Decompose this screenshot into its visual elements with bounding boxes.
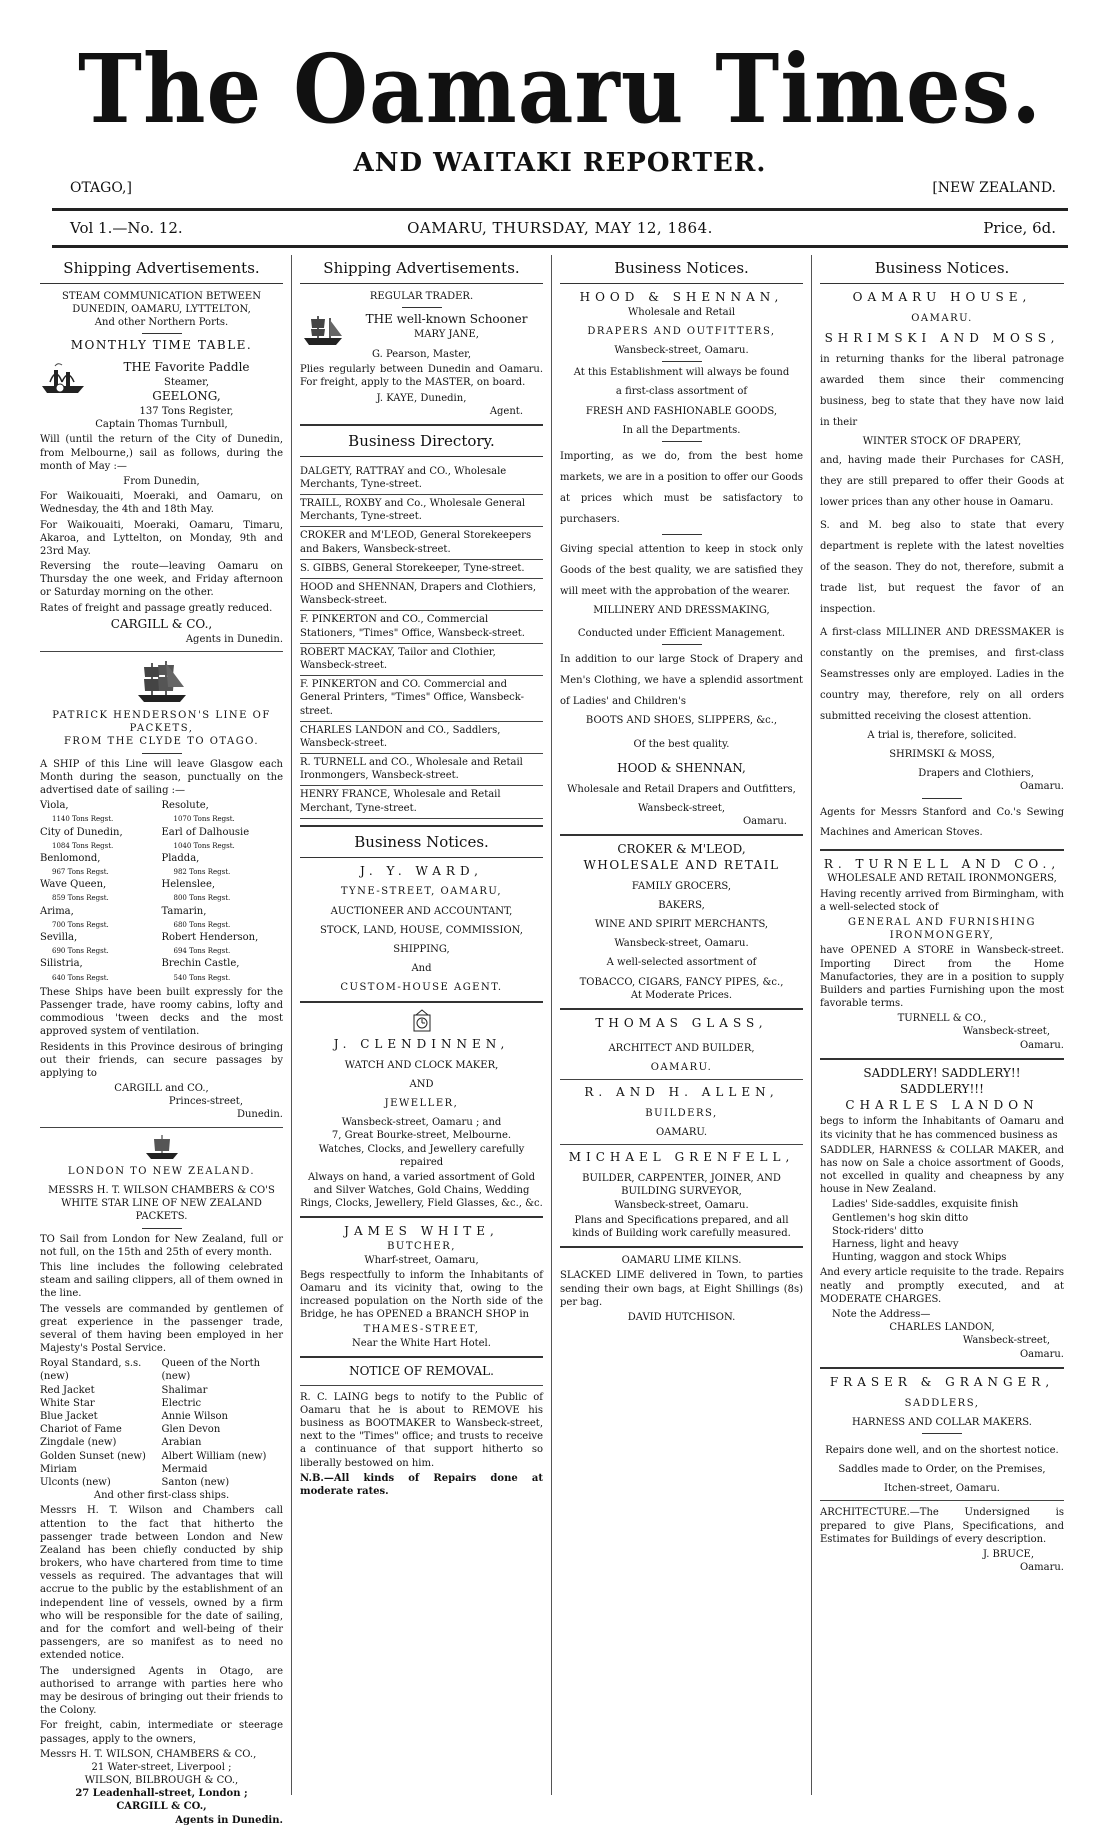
henderson-route: FROM THE CLYDE TO OTAGO. [63,736,260,748]
section-heading: Business Notices. [300,825,543,858]
london-text-5: Messrs H. T. Wilson and Chambers call attention to the fact that hitherto the passenger trade between London and New Zealand has been chiefly conducted by ship brokers, who have chartered from time to time vessels as required. The advantages that will accrue to the public by the establishment of an independent line of vessels, owned by a firm who will be responsible for the date of sailing, and for the comfort and well-being of their passengers, are so manifest as to need no extended notice. [40,1505,283,1662]
geelong-line2: Steamer, [163,377,209,389]
list-item: Viola, 1140 Tons Regst. [40,800,114,824]
allen-name: R. AND H. ALLEN, [584,1085,779,1100]
turnell-line: WHOLESALE AND RETAIL IRONMONGERS, [827,873,1057,885]
schooner-icon [300,312,346,348]
list-item: Royal Standard, s.s. (new) [40,1358,142,1383]
white-text: Begs respectfully to inform the Inhabitants of Oamaru and its vicinity that, owing to the increased population on the North side of the Bridge, he has OPENED a BRANCH SHOP in [300,1269,543,1321]
white-address: Wharf-street, Oamaru, [364,1254,479,1266]
list-item: Golden Sunset (new) [40,1450,146,1462]
clock-illustration [300,1009,543,1037]
hood-name: HOOD & SHENNAN, [579,289,784,304]
white-name: JAMES WHITE, [344,1224,499,1239]
list-item: Earl of Dalhousie 1040 Tons Regst. [161,826,250,850]
landon-line: Wansbeck-street, [962,1335,1050,1347]
landon-name: CHARLES LANDON [845,1097,1039,1112]
removal-heading: NOTICE OF REMOVAL. [349,1363,494,1378]
hood-line: DRAPERS AND OUTFITTERS, [587,325,776,337]
hood-line: Wholesale and Retail [627,306,736,318]
croker-line: A well-selected assortment of [606,957,757,969]
trader-line2: MARY JANE, [414,328,479,340]
schedule-4: Rates of freight and passage greatly reduced. [40,602,273,614]
list-item: Santon (new) [161,1476,230,1488]
ward-line: And [411,963,432,975]
saddlery-heading: SADDLERY! SADDLERY!! [863,1065,1021,1080]
geelong-text: Will (until the return of the City of Dunedin, from Melbourne,) sail as follows, during the month of May :— [40,434,283,472]
list-item: Tamarin, 680 Tons Regst. [161,905,231,929]
london-text-6: The undersigned Agents in Otago, are authorised to arrange with parties here who may be desirous of bringing out their friends to the Colony. [40,1665,283,1717]
list-item: Sevilla, 690 Tons Regst. [40,932,109,956]
landon-line: Note the Address— [832,1308,931,1320]
dateline-rule [52,245,1068,248]
architecture-name: J. BRUCE, [982,1549,1034,1561]
london-owner: Messrs H. T. WILSON, CHAMBERS & CO., [40,1748,257,1760]
landon-line: Oamaru. [1019,1348,1064,1360]
price: Price, 6d. [983,219,1056,237]
grenfell-line: Wansbeck-street, Oamaru. [614,1199,749,1211]
croker-line: At Moderate Prices. [630,989,733,1001]
hood-text: Importing, as we do, from the best home markets, we are in a position to offer our Goods at prices which must be satisfactory to purchasers. [560,450,803,525]
hood-line: Of the best quality. [633,738,730,750]
trader-line1: THE well-known Schooner [365,311,528,326]
trader-title: REGULAR TRADER. [369,290,474,302]
turnell-text: have OPENED A STORE in Wansbeck-street. Importing Direct from the Home Manufactories, they are in a position to supply Builders and parties Furnishing upon the most favorable terms. [820,945,1064,1010]
column-heading: Shipping Advertisements. [300,255,543,284]
location-left: OTAGO,] [70,180,132,196]
hood-line: MILLINERY AND DRESSMAKING, [593,604,770,616]
list-item: Glen Devon [161,1424,221,1436]
ward-line: CUSTOM-HOUSE AGENT. [340,982,503,994]
agent-street: Princes-street, [168,1096,243,1108]
directory-entry: DALGETY, RATTRAY and CO., Wholesale Merchants, Tyne-street. [300,463,543,495]
white-street: THAMES-STREET, [363,1324,480,1336]
allen-line: OAMARU. [655,1127,708,1139]
hood-line: Wansbeck-street, [637,802,726,814]
oamaru-house-line: SHRIMSKI & MOSS, [889,749,995,761]
croker-line: WHOLESALE AND RETAIL [583,857,780,872]
trader-agent: J. KAYE, Dunedin, [376,392,467,404]
geelong-line3: GEELONG, [152,389,221,404]
oamaru-house-text: in returning thanks for the liberal patronage awarded them since their commencing business, beg to state that they have now laid in their [820,353,1064,428]
turnell-line: IRONMONGERY, [889,930,995,942]
hood-line: Conducted under Efficient Management. [577,628,786,640]
london-agent-3-location: Agents in Dunedin. [175,1814,283,1826]
glass-line: ARCHITECT AND BUILDER, [608,1042,755,1054]
list-item: Shalimar [161,1384,208,1396]
removal-nb: N.B.—All kinds of Repairs done at moderate rates. [300,1472,543,1497]
london-owner-address: 21 Water-street, Liverpool ; [91,1761,232,1773]
column-3 [552,255,812,1795]
removal-text: R. C. LAING begs to notify to the Public of Oamaru that he is about to REMOVE his business as BOOTMAKER to Wansbeck-street, next to the "Times" office; and trusts to receive a continuance of that support hitherto so liberally bestowed on him. [300,1391,543,1469]
columns [32,255,1072,1826]
geelong-ad [40,360,283,418]
croker-line: FAMILY GROCERS, [631,880,732,892]
column-1 [32,255,292,1826]
hood-line: In all the Departments. [622,424,741,436]
ward-name: J. Y. WARD, [360,863,483,878]
henderson-text-3: Residents in this Province desirous of bringing out their friends, can secure passages by applying to [40,1041,283,1079]
oamaru-house-line: A trial is, therefore, solicited. [867,729,1017,741]
hood-line: At this Establishment will always be found [573,367,790,379]
directory-entry: TRAILL, ROXBY and Co., Wholesale General Merchants, Tyne-street. [300,495,543,527]
location-right: [NEW ZEALAND. [932,180,1056,196]
turnell-line: Wansbeck-street, [962,1026,1050,1038]
directory-entry: F. PINKERTON and CO., Commercial Stationers, "Times" Office, Wansbeck-street. [300,611,543,643]
clendinnen-line: Watches, Clocks, and Jewellery carefully repaired [318,1143,525,1168]
sailing-ship-illustration [40,657,283,709]
list-item: Albert William (new) [161,1450,267,1462]
henderson-text-2: These Ships have been built expressly for the Passenger trade, have roomy cabins, lofty and commodious 'tween decks and the most approved system of ventilation. [40,986,283,1038]
directory-entry: R. TURNELL and CO., Wholesale and Retail Ironmongers, Wansbeck-street. [300,754,543,786]
clock-icon [411,1009,433,1033]
london-agent-2-address: 27 Leadenhall-street, London ; [75,1788,248,1800]
ward-line: STOCK, LAND, HOUSE, COMMISSION, [320,924,523,936]
list-item: Wave Queen, 859 Tons Regst. [40,879,109,903]
list-item: City of Dunedin, 1084 Tons Regst. [40,826,123,850]
trader-master: G. Pearson, Master, [371,348,471,360]
croker-name: CROKER & M'LEOD, [617,842,746,857]
trader-text: Plies regularly between Dunedin and Oamaru. For freight, apply to the MASTER, on board. [300,364,543,389]
london-subtitle: MESSRS H. T. WILSON CHAMBERS & CO'S WHITE STAR LINE OF NEW ZEALAND PACKETS. [48,1185,275,1223]
clendinnen-line: Wansbeck-street, Oamaru ; and [341,1117,502,1129]
directory-entry: CHARLES LANDON and CO., Saddlers, Wansbeck-street. [300,722,543,754]
architecture-location: Oamaru. [1019,1562,1064,1574]
glass-line: OAMARU. [650,1062,713,1074]
fraser-line: HARNESS AND COLLAR MAKERS. [852,1416,1032,1428]
oamaru-house-text: A first-class MILLINER AND DRESSMAKER is constantly on the premises, and first-class Seamstresses only are employed. Ladies in the country may, therefore, rely on all orders submitted receiving the closest attention. [820,626,1064,722]
agent-name: CARGILL and CO., [114,1083,209,1095]
list-item: Electric [161,1397,202,1409]
ward-line: AUCTIONEER AND ACCOUNTANT, [330,905,513,917]
column-2 [292,255,552,1795]
directory-entry: F. PINKERTON and CO. Commercial and General Printers, "Times" Office, Wansbeck-street. [300,676,543,722]
oamaru-house-line: Drapers and Clothiers, [918,768,1034,780]
landon-item: Gentlemen's hog skin ditto [832,1212,969,1224]
white-trade: BUTCHER, [387,1241,456,1253]
schedule-3: Reversing the route—leaving Oamaru on Thursday the one week, and Friday afternoon or Saturday morning on the other. [40,561,283,599]
trader-ad [300,312,543,348]
oamaru-house-line: WINTER STOCK OF DRAPERY, [862,435,1022,447]
allen-line: BUILDERS, [645,1108,718,1120]
london-text-7: For freight, cabin, intermediate or steerage passages, apply to the owners, [40,1720,283,1745]
henderson-title: PATRICK HENDERSON'S LINE OF PACKETS, [52,710,271,735]
oamaru-house-line: SHRIMSKI AND MOSS, [824,330,1060,345]
grenfell-text: Plans and Specifications prepared, and all kinds of Building work carefully measured. [572,1214,791,1240]
landon-item: Harness, light and heavy [832,1239,959,1251]
timetable-heading: MONTHLY TIME TABLE. [70,338,253,353]
landon-line: CHARLES LANDON, [889,1322,995,1334]
oamaru-house-name: OAMARU HOUSE, [852,289,1032,304]
ad-steam-title: STEAM COMMUNICATION BETWEEN DUNEDIN, OAMARU, LYTTELTON, [62,290,261,315]
oamaru-house-line: Oamaru. [1019,781,1064,793]
masthead-subtitle: AND WAITAKI REPORTER. [353,148,767,178]
geelong-line4: 137 Tons Register, [139,406,234,418]
volume-number: Vol 1.—No. 12. [70,219,183,237]
list-item: Queen of the North (new) [161,1358,261,1383]
hood-line: Wholesale and Retail Drapers and Outfitters, [567,783,796,795]
croker-line: WINE AND SPIRIT MERCHANTS, [594,919,769,931]
lime-name: DAVID HUTCHISON. [627,1311,736,1323]
lime-text: SLACKED LIME delivered in Town, to parties sending their own bags, at Eight Shillings (8s) per bag. [560,1270,803,1308]
landon-text: SADDLER, HARNESS & COLLAR MAKER, and has now on Sale a choice assortment of Goods, not excelled in quality and cheapness by any house in New Zealand. [820,1144,1064,1196]
lime-heading: OAMARU LIME KILNS. [621,1255,742,1267]
clippers-list [40,1357,283,1489]
hood-line: Wansbeck-street, Oamaru. [614,345,749,356]
clendinnen-name: J. CLENDINNEN, [333,1036,510,1051]
turnell-line: TURNELL & CO., [897,1013,987,1025]
masthead-title: The Oamaru Times. [77,33,1043,146]
list-item: Chariot of Fame [40,1424,122,1436]
hood-line: BOOTS AND SHOES, SLIPPERS, &c., [585,715,778,727]
hood-line: Oamaru. [742,815,787,827]
ships-list [40,799,283,984]
list-item: Arabian [161,1437,202,1449]
clendinnen-line: 7, Great Bourke-street, Melbourne. [331,1130,512,1142]
architecture-text: ARCHITECTURE.—The Undersigned is prepared to give Plans, Specifications, and Estimates for Buildings of every description. [820,1507,1064,1545]
croker-line: Wansbeck-street, Oamaru. [614,938,749,950]
clendinnen-line: JEWELLER, [384,1097,459,1109]
glass-name: THOMAS GLASS, [595,1016,768,1031]
list-item: Ulconts (new) [40,1476,111,1488]
landon-text: And every article requisite to the trade. Repairs neatly and promptly executed, and at MODERATE CHARGES. [820,1267,1064,1305]
issue-date: OAMARU, THURSDAY, MAY 12, 1864. [407,219,713,237]
list-item: Blue Jacket [40,1411,98,1423]
list-item: Robert Henderson, 694 Tons Regst. [161,932,259,956]
schedule-2: For Waikouaiti, Moeraki, Oamaru, Timaru, Akaroa, and Lyttelton, on Monday, 9th and 23rd May. [40,519,283,557]
fraser-line: Repairs done well, and on the shortest notice. [825,1444,1059,1456]
turnell-line: GENERAL AND FURNISHING [848,916,1036,928]
ward-line: TYNE-STREET, OAMARU, [340,886,503,898]
london-agent-2: WILSON, BILBROUGH & CO., [84,1775,239,1787]
sailing-ship-icon [132,657,192,705]
directory-entry: S. GIBBS, General Storekeeper, Tyne-street. [300,560,543,579]
list-item: Benlomond, 967 Tons Regst. [40,852,109,877]
directory-entry: ROBERT MACKAY, Tailor and Clothier, Wansbeck-street. [300,644,543,676]
directory-entry: HOOD and SHENNAN, Drapers and Clothiers, Wansbeck-street. [300,579,543,611]
column-heading: Shipping Advertisements. [40,255,283,284]
london-text-1: TO Sail from London for New Zealand, full or not full, on the 15th and 25th of every month. [40,1233,283,1258]
clendinnen-text: Always on hand, a varied assortment of Gold and Silver Watches, Gold Chains, Wedding Rings, Clocks, Jewellery, Field Glasses, &c., &c. [300,1171,543,1210]
croker-line: TOBACCO, CIGARS, FANCY PIPES, &c., [579,976,784,988]
list-item: Mermaid [161,1463,208,1475]
turnell-line: Oamaru. [1019,1039,1064,1051]
landon-item: Ladies' Side-saddles, exquisite finish [832,1199,1019,1211]
column-heading: Business Notices. [820,255,1064,284]
clendinnen-line: WATCH AND CLOCK MAKER, [344,1059,499,1071]
list-item: Pladda, 982 Tons Regst. [161,852,231,877]
ad-steam-sub: And other Northern Ports. [94,317,229,329]
column-heading: Business Notices. [560,255,803,284]
agent-location: Agents in Dunedin. [185,633,283,645]
list-item: Silistria, 640 Tons Regst. [40,958,109,982]
column-4 [812,255,1072,1795]
geelong-line1: THE Favorite Paddle [123,360,250,375]
hood-text: In addition to our large Stock of Drapery and Men's Clothing, we have a splendid assortment of Ladies' and Children's [560,654,803,708]
section-heading: Business Directory. [300,424,543,457]
trader-agent-title: Agent. [489,405,523,417]
geelong-captain: Captain Thomas Turnbull, [95,419,228,431]
schedule-1: For Waikouaiti, Moeraki, and Oamaru, on Wednesday, the 4th and 18th May. [40,491,283,516]
list-item: Resolute, 1070 Tons Regst. [161,800,235,824]
divider [142,333,182,334]
clendinnen-line: AND [409,1078,434,1090]
hood-line: FRESH AND FASHIONABLE GOODS, [585,405,778,417]
oamaru-house-line: OAMARU. [911,312,973,324]
agent-city: Dunedin. [236,1109,283,1121]
list-item: Brechin Castle, 540 Tons Regst. [161,958,240,982]
oamaru-house-text: S. and M. beg also to state that every department is replete with the latest novelties of the season. They do not, therefore, submit a trade list, but request the favor of an inspection. [820,519,1064,615]
london-agent-3: CARGILL & CO., [116,1801,207,1813]
hood-line: HOOD & SHENNAN, [617,760,746,775]
fraser-name: FRASER & GRANGER, [829,1374,1055,1389]
hood-text: Giving special attention to keep in stock only Goods of the best quality, we are satisfied they will meet with the approbation of the wearer. [560,543,803,597]
landon-item: Hunting, waggon and stock Whips [832,1252,1007,1264]
london-other: And other first-class ships. [93,1490,230,1502]
london-text-3: The vessels are commanded by gentlemen of great experience in the passenger trade, several of them having been employed in her Majesty's Postal Service. [40,1303,283,1355]
landon-text: begs to inform the Inhabitants of Oamaru and its vicinity that he has commenced business as [820,1116,1064,1141]
fraser-line: Saddles made to Order, on the Premises, [838,1464,1046,1476]
ship-icon [142,1133,182,1161]
directory-entry: CROKER and M'LEOD, General Storekeepers and Bakers, Wansbeck-street. [300,527,543,559]
saddlery-heading-2: SADDLERY!!! [900,1081,984,1096]
grenfell-line: BUILDER, CARPENTER, JOINER, AND BUILDING SURVEYOR, [582,1173,781,1198]
list-item: Zingdale (new) [40,1437,117,1449]
ship-vignette [40,1133,283,1165]
oamaru-house-text: and, having made their Purchases for CASH, they are still prepared to offer their Goods at lower prices than any other house in Oamaru. [820,454,1064,508]
turnell-text: Having recently arrived from Birmingham, with a well-selected stock of [820,888,1064,913]
dateline [52,211,1068,245]
directory-entry: HENRY FRANCE, Wholesale and Retail Merchant, Tyne-street. [300,786,543,818]
list-item: Helenslee, 800 Tons Regst. [161,879,231,903]
steamer-icon [40,360,86,396]
list-item: Miriam [40,1463,77,1475]
croker-line: BAKERS, [658,899,705,911]
landon-item: Stock-riders' ditto [832,1225,924,1237]
agent-name: CARGILL & CO., [110,616,213,631]
list-item: White Star [40,1397,95,1409]
oamaru-house-text: Agents for Messrs Stanford and Co.'s Sewing Machines and American Stoves. [820,806,1064,838]
turnell-name: R. TURNELL AND CO., [823,856,1061,871]
henderson-text: A SHIP of this Line will leave Glasgow each Month during the season, punctually on the advertised date of sailing :— [40,758,283,796]
from-dunedin: From Dunedin, [123,475,200,487]
fraser-line: Itchen-street, Oamaru. [884,1483,1000,1495]
masthead-location [52,180,1068,202]
fraser-line: SADDLERS, [904,1397,980,1409]
london-text-2: This line includes the following celebrated steam and sailing clippers, all of them owned in the line. [40,1261,284,1300]
london-title: LONDON TO NEW ZEALAND. [67,1165,256,1177]
list-item: Annie Wilson [161,1411,228,1423]
list-item: Arima, 700 Tons Regst. [40,905,109,929]
hood-line: a first-class assortment of [615,386,748,398]
grenfell-name: MICHAEL GRENFELL, [568,1150,795,1165]
list-item: Red Jacket [40,1384,95,1396]
ward-line: SHIPPING, [393,944,450,956]
white-near: Near the White Hart Hotel. [352,1337,491,1349]
